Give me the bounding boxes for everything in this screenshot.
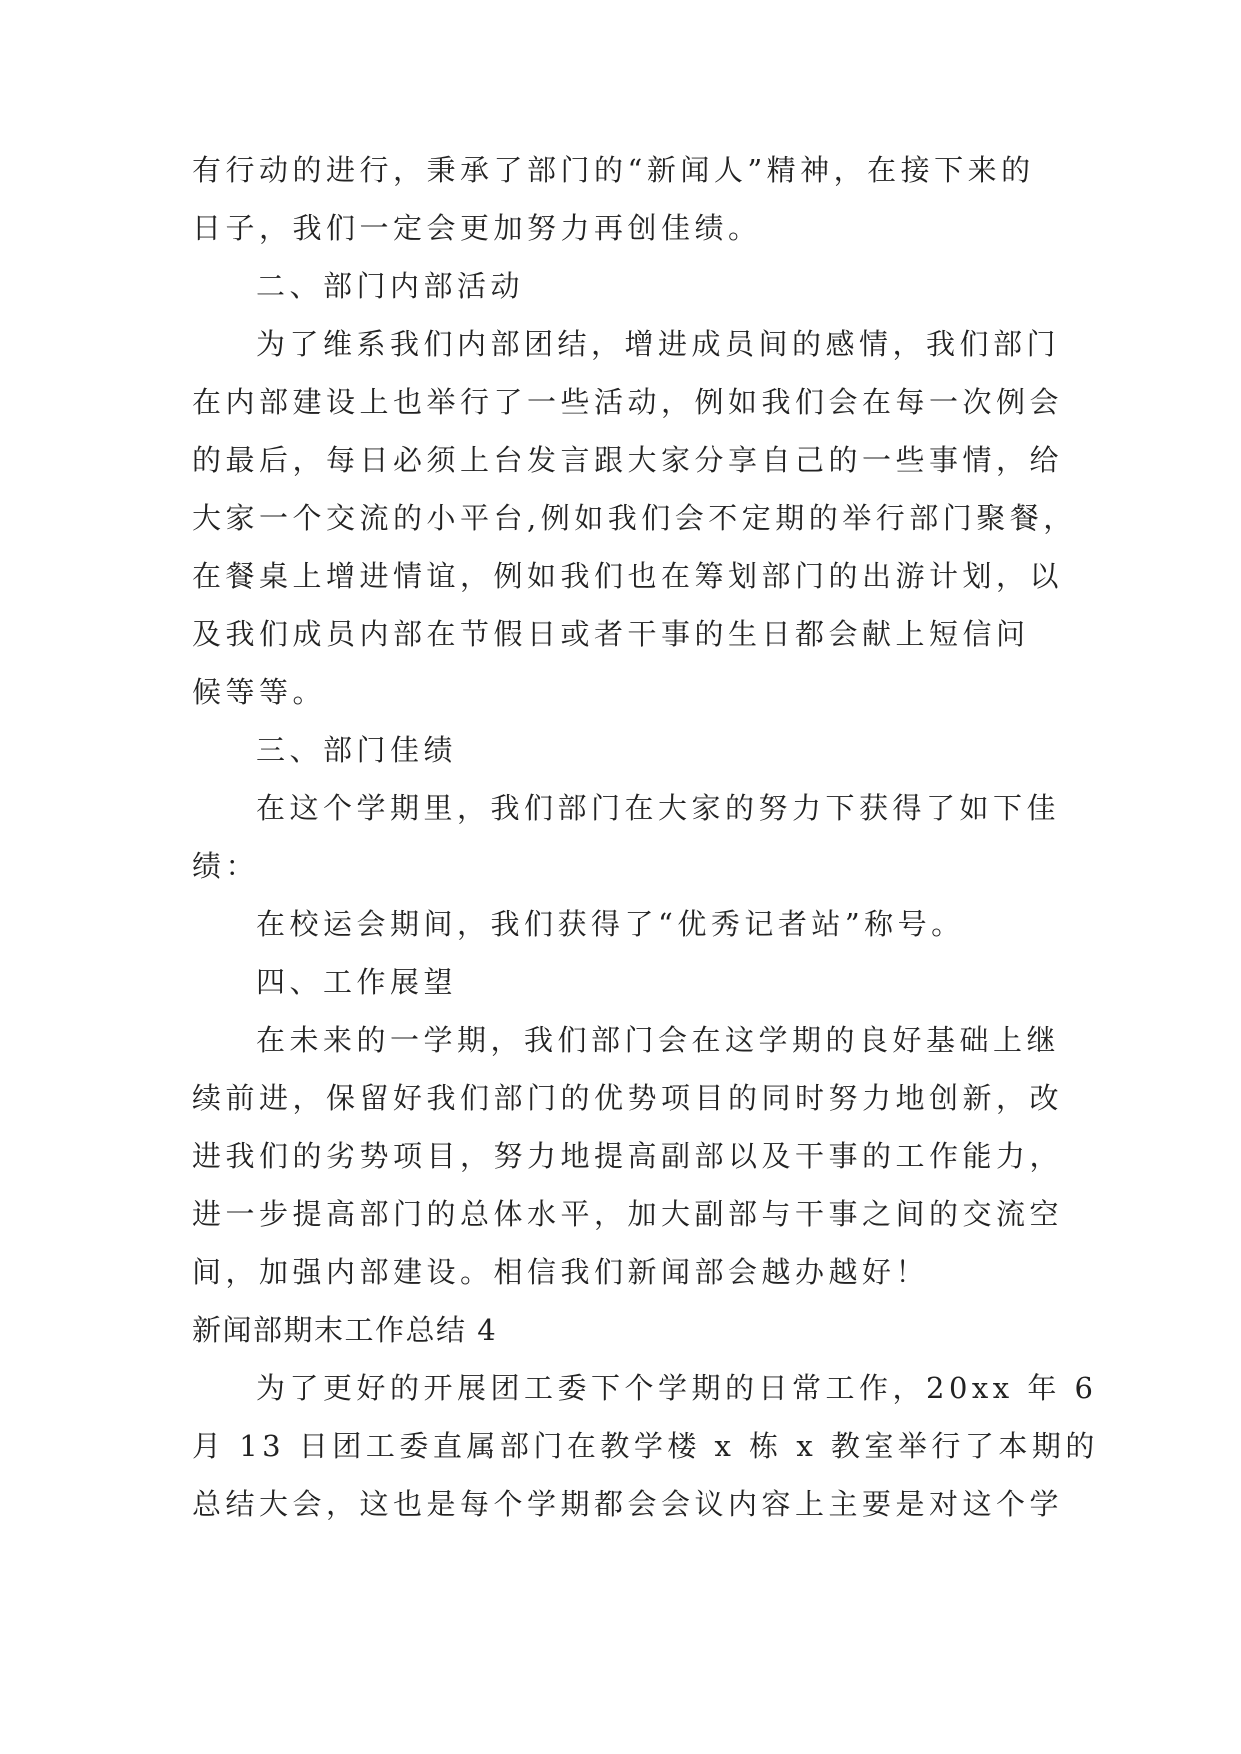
summary-title-4: 新闻部期末工作总结 4 — [192, 1313, 498, 1347]
body-text-line: 续前进，保留好我们部门的优势项目的同时努力地创新，改 — [192, 1081, 1064, 1115]
body-text-line: 候等等。 — [192, 675, 327, 709]
body-text-line: 总结大会，这也是每个学期都会会议内容上主要是对这个学 — [192, 1487, 1064, 1521]
body-text-line: 在这个学期里，我们部门在大家的努力下获得了如下佳 — [256, 791, 1061, 825]
body-text-line: 有行动的进行，秉承了部门的“新闻人”精神，在接下来的 — [192, 153, 1035, 187]
body-text-line: 为了维系我们内部团结，增进成员间的感情，我们部门 — [256, 327, 1061, 361]
body-text-line: 的最后，每日必须上台发言跟大家分享自己的一些事情，给 — [192, 443, 1064, 477]
body-text-line: 月 13 日团工委直属部门在教学楼 x 栋 x 教室举行了本期的 — [192, 1429, 1099, 1463]
body-text-line: 日子，我们一定会更加努力再创佳绩。 — [192, 211, 762, 245]
section-heading-achievements: 三、部门佳绩 — [256, 733, 458, 767]
body-text-line: 进一步提高部门的总体水平，加大副部与干事之间的交流空 — [192, 1197, 1064, 1231]
body-text-line: 在校运会期间，我们获得了“优秀记者站”称号。 — [256, 907, 965, 941]
section-heading-outlook: 四、工作展望 — [256, 965, 458, 999]
body-text-line: 间，加强内部建设。相信我们新闻部会越办越好！ — [192, 1255, 930, 1289]
body-text-line: 在餐桌上增进情谊，例如我们也在筹划部门的出游计划，以 — [192, 559, 1064, 593]
body-text-line: 绩： — [192, 849, 260, 883]
section-heading-internal-activities: 二、部门内部活动 — [256, 269, 525, 303]
body-text-line: 为了更好的开展团工委下个学期的日常工作，20xx 年 6 — [256, 1371, 1098, 1405]
body-text-line: 在未来的一学期，我们部门会在这学期的良好基础上继 — [256, 1023, 1061, 1057]
body-text-line: 大家一个交流的小平台,例如我们会不定期的举行部门聚餐， — [192, 501, 1077, 535]
body-text-line: 在内部建设上也举行了一些活动，例如我们会在每一次例会 — [192, 385, 1064, 419]
body-text-line: 进我们的劣势项目，努力地提高副部以及干事的工作能力， — [192, 1139, 1064, 1173]
body-text-line: 及我们成员内部在节假日或者干事的生日都会献上短信问 — [192, 617, 1030, 651]
